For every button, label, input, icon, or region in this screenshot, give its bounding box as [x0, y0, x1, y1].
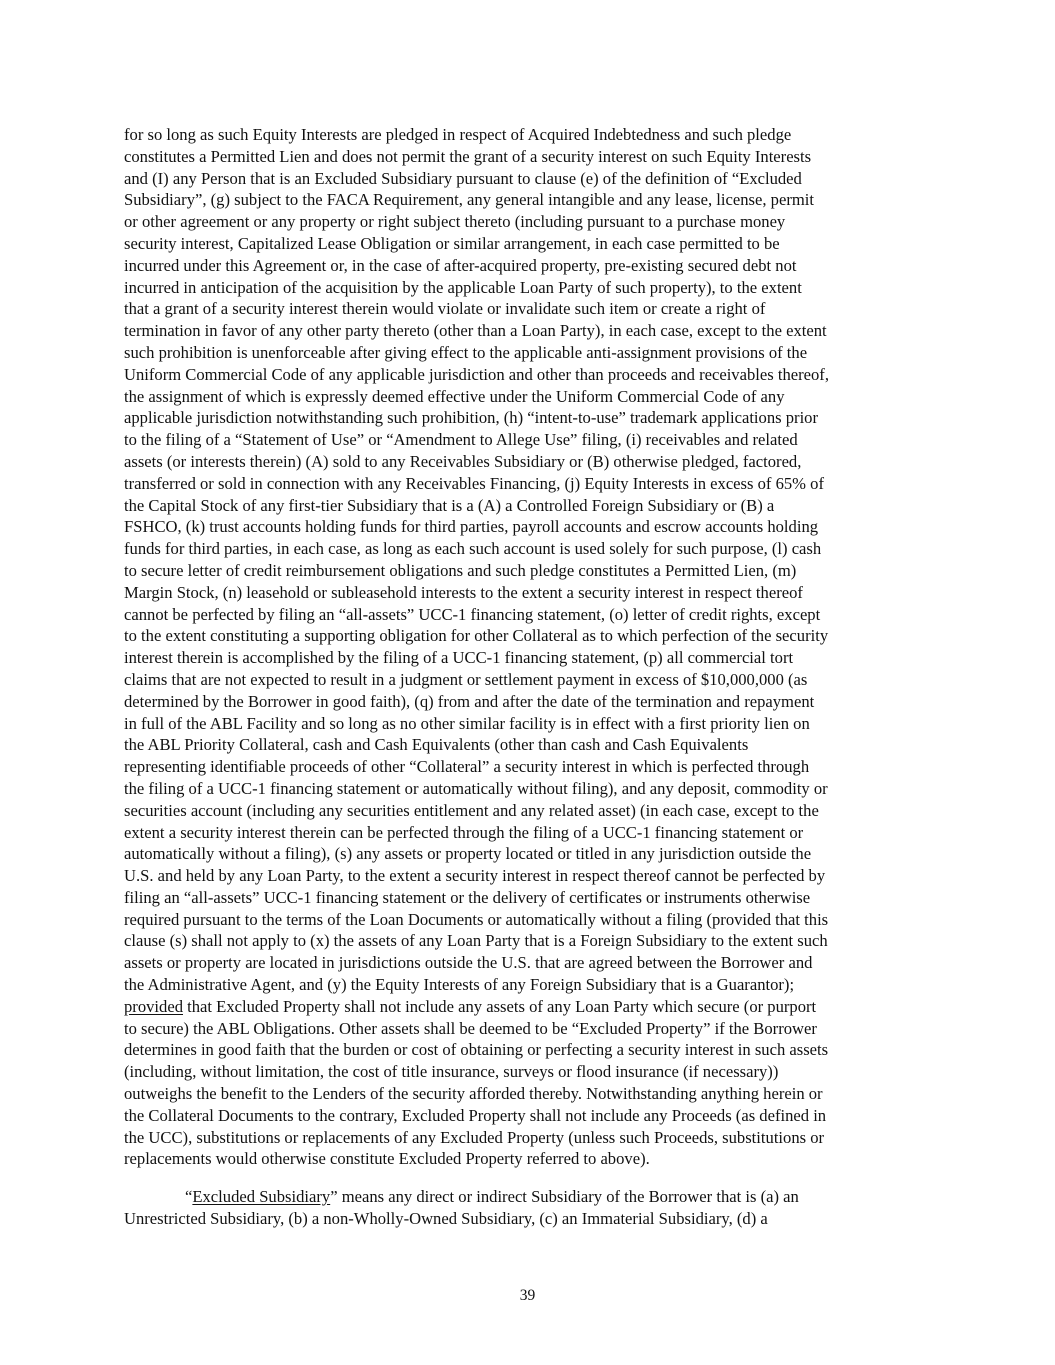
definition-text: ” means any direct or indirect Subsidiary of the Borrower that is (a) an Unrestricted Subsidiary, (b) a non-Wholly-Owned Subsidiary, (c) an Immaterial Subsidiary, (d) a [124, 1187, 799, 1229]
defined-term-excluded-subsidiary: Excluded Subsidiary [192, 1187, 331, 1207]
provided-term: provided [124, 996, 183, 1016]
paragraph-text-part1: for so long as such Equity Interests are pledged in respect of Acquired Indebtedness and such pledge constitutes a Permitted Lien and does not permit the grant of a security interest on such Equity Interests and (I) any Person that is an Excluded Subsidiary pursuant to clause (e) of the definition of “Excluded Subsidiary”, (g) subject to the FACA Requirement, any general intangible and any lease, license, permit or other agreement or any property or right subject thereto (including pursuant to a purchase money security interest, Capitalized Lease Obligation or similar arrangement, in each case permitted to be incurred under this Agreement or, in the case of after-acquired property, pre-existing secured debt not incurred in anticipation of the acquisition by the applicable Loan Party of such property), to the extent that a grant of a security interest therein would violate or invalidate such item or create a right of termination in favor of any other party thereto (other than a Loan Party), in each case, except to the extent such prohibition is unenforceable after giving effect to the applicable anti-assignment provisions of the Uniform Commercial Code of any applicable jurisdiction and other than proceeds and receivables thereof, the assignment of which is expressly deemed effective under the Uniform Commercial Code of any applicable jurisdiction notwithstanding such prohibition, (h) “intent-to-use” trademark applications prior to the filing of a “Statement of Use” or “Amendment to Allege Use” filing, (i) receivables and related assets (or interests therein) (A) sold to any Receivables Subsidiary or (B) otherwise pledged, factored, transferred or sold in connection with any Receivables Financing, (j) Equity Interests in excess of 65% of the Capital Stock of any first-tier Subsidiary that is a (A) a Controlled Foreign Subsidiary or (B) a FSHCO, (k) trust accounts holding funds for third parties, payroll accounts and escrow accounts holding funds for third parties, in each case, as long as each such account is used solely for such purpose, (l) cash to secure letter of credit reimbursement obligations and such pledge constitutes a Permitted Lien, (m) Margin Stock, (n) leasehold or subleasehold interests to the extent a security interest in respect thereof cannot be perfected by filing an “all-assets” UCC-1 financing statement, (o) letter of credit rights, except to the extent constituting a supporting obligation for other Collateral as to which perfection of the security interest therein is accomplished by the filing of a UCC-1 financing statement, (p) all commercial tort claims that are not expected to result in a judgment or settlement payment in excess of $10,000,000 (as determined by the Borrower in good faith), (q) from and after the date of the termination and repayment in full of the ABL Facility and so long as no other similar facility is in effect with a first priority lien on the ABL Priority Collateral, cash and Cash Equivalents (other than cash and Cash Equivalents representing identifiable proceeds of other “Collateral” a security interest in which is perfected through the filing of a UCC-1 financing statement or automatically without filing), and any deposit, commodity or securities account (including any securities entitlement and any related asset) (in each case, except to the extent a security interest therein can be perfected through the filing of a UCC-1 financing statement or automatically without a filing), (s) any assets or property located or titled in any jurisdiction outside the U.S. and held by any Loan Party, to the extent a security interest in respect thereof cannot be perfected by filing an “all-assets” UCC-1 financing statement or the delivery of certificates or instruments otherwise required pursuant to the terms of the Loan Documents or automatically without a filing (provided that this clause (s) shall not apply to (x) the assets of any Loan Party that is a Foreign Subsidiary to the extent such assets or property are located in jurisdictions outside the U.S. that are agreed between the Borrower and the Administrative Agent, and (y) the Equity Interests of any Foreign Subsidiary that is a Guarantor); [124, 125, 829, 995]
excluded-subsidiary-paragraph [124, 1186, 936, 1230]
excluded-property-paragraph [124, 124, 936, 1170]
body-text [124, 124, 936, 1230]
page-number: 39 [519, 1287, 536, 1304]
open-quote: “ [185, 1187, 193, 1207]
paragraph-text-part2: that Excluded Property shall not include any assets of any Loan Party which secure (or purport to secure) the ABL Obligations. Other assets shall be deemed to be “Excluded Property” if the Borrower determines in good faith that the burden or cost of obtaining or perfecting a security interest in such assets (including, without limitation, the cost of title insurance, surveys or flood insurance (if necessary)) outweighs the benefit to the Lenders of the security afforded thereby. Notwithstanding anything herein or the Collateral Documents to the contrary, Excluded Property shall not include any Proceeds (as defined in the UCC), substitutions or replacements of any Excluded Property (unless such Proceeds, substitutions or replacements would otherwise constitute Excluded Property referred to above). [124, 996, 829, 1169]
